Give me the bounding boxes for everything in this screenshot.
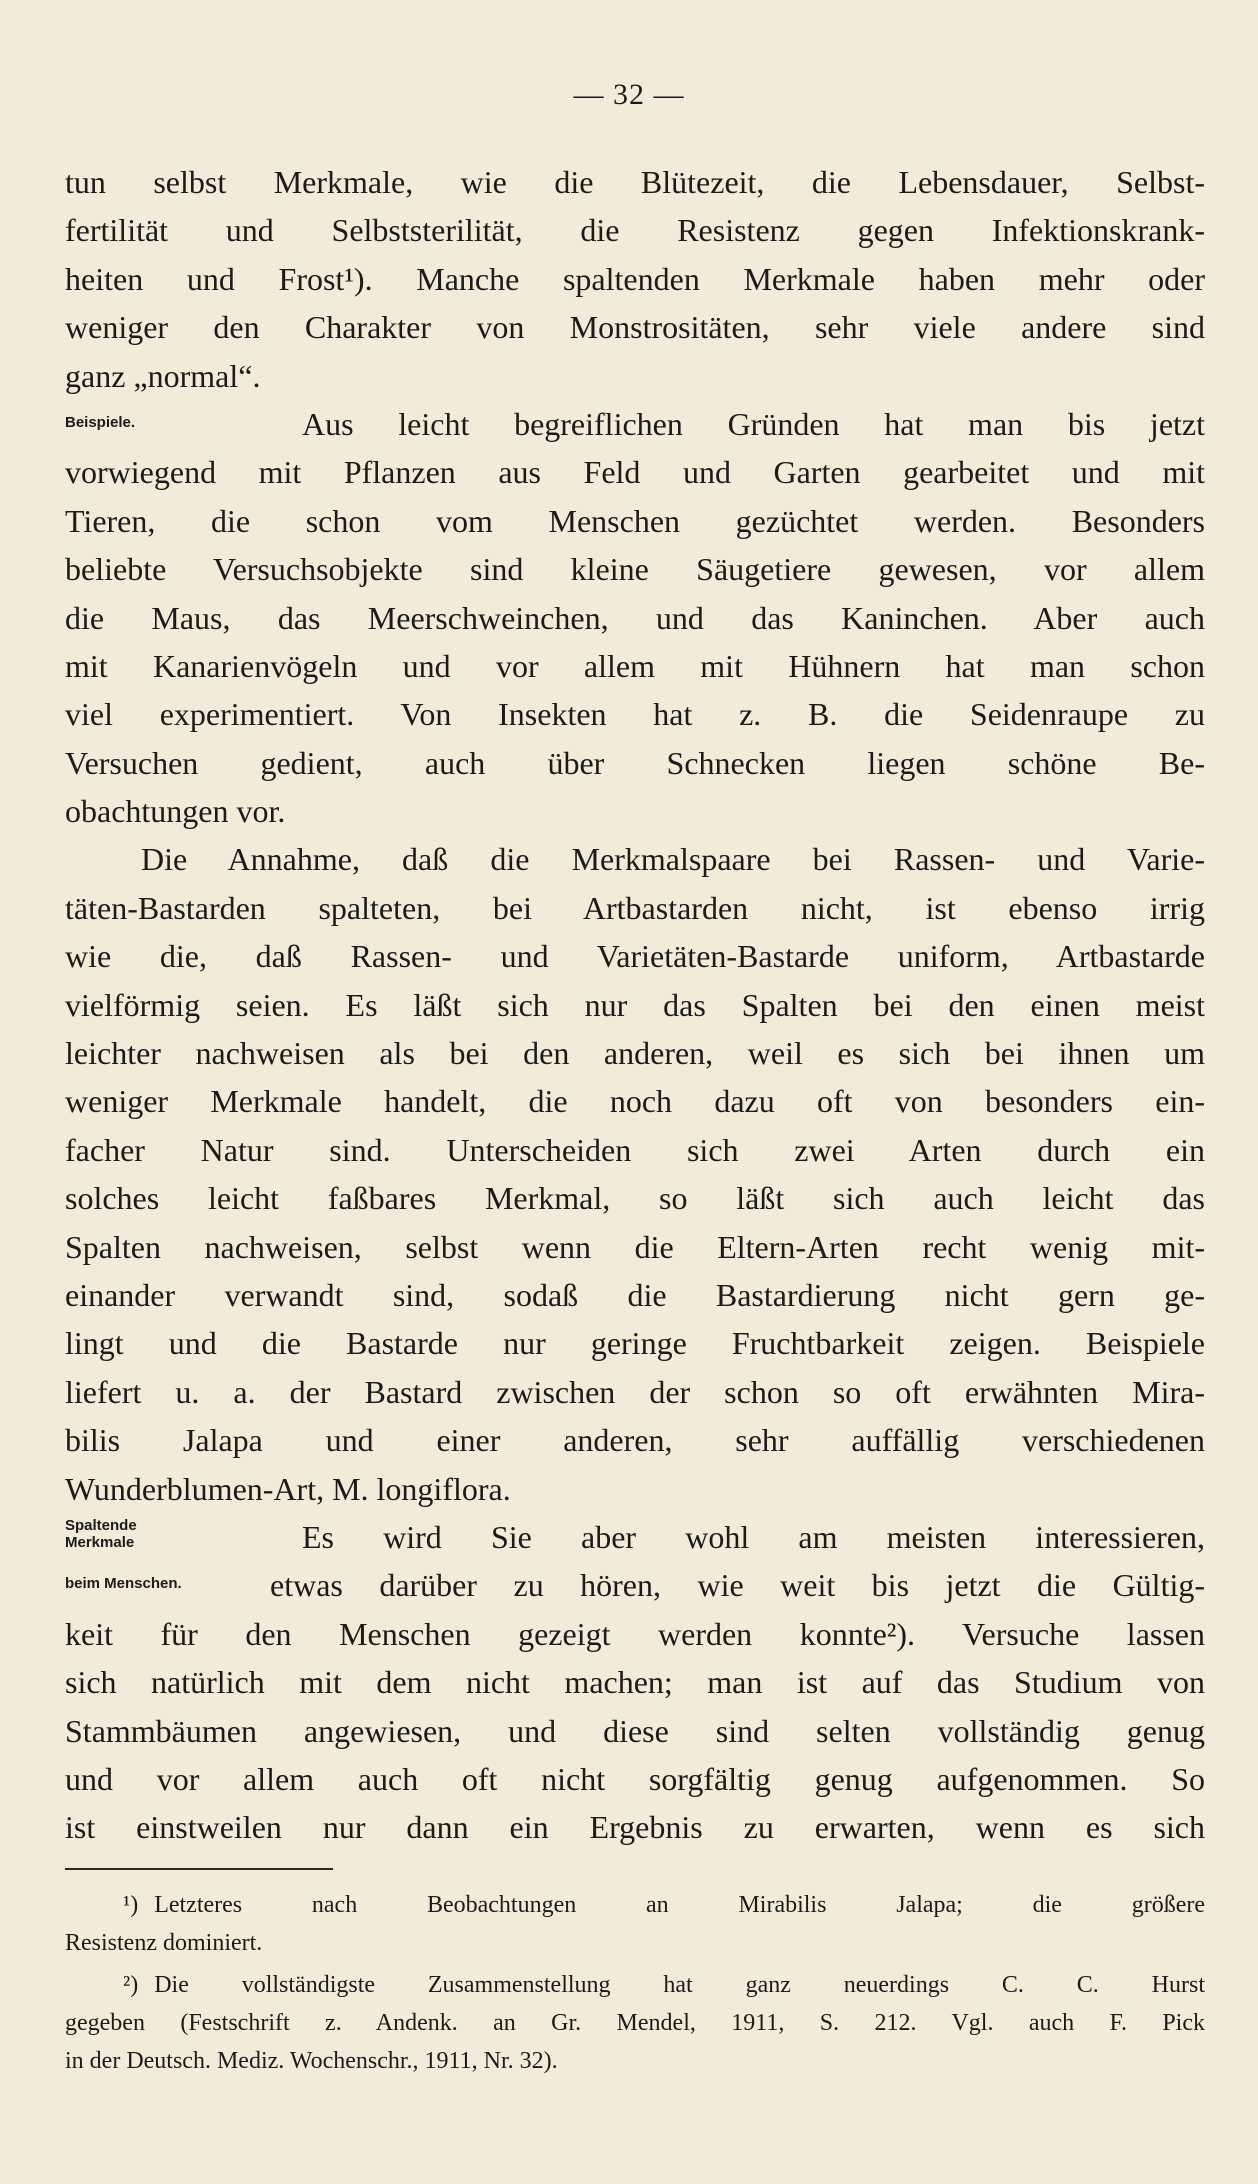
text-line: solches leicht faßbares Merkmal, so läßt sich auch leicht das	[65, 1180, 1205, 1217]
text-line: und vor allem auch oft nicht sorgfältig genug aufgenommen. So	[65, 1760, 1205, 1797]
text-line: Stammbäumen angewiesen, und diese sind selten vollständig genug	[65, 1712, 1205, 1749]
text-line: keit für den Menschen gezeigt werden konnte²). Versuche lassen	[65, 1615, 1205, 1652]
footnote-2	[65, 1966, 1205, 2080]
footnote-divider	[65, 1868, 333, 1870]
text-line: leichter nachweisen als bei den anderen, weil es sich bei ihnen um	[65, 1035, 1205, 1072]
text-line: Versuchen gedient, auch über Schnecken liegen schöne Be-	[65, 744, 1205, 781]
text-line: obachtungen vor.	[65, 793, 286, 830]
side-note-spaltende	[65, 1517, 137, 1551]
text-line: weniger den Charakter von Monstrositäten, sehr viele andere sind	[65, 309, 1205, 346]
text-line: fertilität und Selbststerilität, die Resistenz gegen Infektionskrank-	[65, 212, 1205, 249]
text-line: heiten und Frost¹). Manche spaltenden Merkmale haben mehr oder	[65, 260, 1205, 297]
text-line: beim Menschen. etwas darüber zu hören, wie weit bis jetzt die Gültig-	[65, 1567, 1205, 1604]
text-line: wie die, daß Rassen- und Varietäten-Bastarde uniform, Artbastarde	[65, 938, 1205, 975]
text-line: beliebte Versuchsobjekte sind kleine Säugetiere gewesen, vor allem	[65, 551, 1205, 588]
text-line: vielförmig seien. Es läßt sich nur das Spalten bei den einen meist	[65, 986, 1205, 1023]
footnote-text: Die vollständigste Zusammenstellung hat ganz neuerdings C. C. Hurst	[154, 1972, 1205, 1998]
text-line: sich natürlich mit dem nicht machen; man ist auf das Studium von	[65, 1664, 1205, 1701]
text-line: facher Natur sind. Unterscheiden sich zwei Arten durch ein	[65, 1131, 1205, 1168]
footnote-text: Resistenz dominiert.	[65, 1930, 263, 1956]
footnote-text: gegeben (Festschrift z. Andenk. an Gr. Mendel, 1911, S. 212. Vgl. auch F. Pick	[65, 2010, 1205, 2036]
text-line: bilis Jalapa und einer anderen, sehr auffällig verschiedenen	[65, 1422, 1205, 1459]
side-note-line: Spaltende	[65, 1516, 137, 1534]
text-line: tun selbst Merkmale, wie die Blütezeit, die Lebensdauer, Selbst-	[65, 164, 1205, 200]
footnote-text: in der Deutsch. Mediz. Wochenschr., 1911, Nr. 32).	[65, 2048, 558, 2074]
body-text	[65, 158, 1205, 1852]
text-line: ganz „normal“.	[65, 357, 261, 394]
text-line: weniger Merkmale handelt, die noch dazu oft von besonders ein-	[65, 1083, 1205, 1120]
footnote-marker: ²)	[123, 1972, 139, 1998]
text-line: lingt und die Bastarde nur geringe Fruchtbarkeit zeigen. Beispiele	[65, 1325, 1205, 1362]
text-line: Tieren, die schon vom Menschen gezüchtet werden. Besonders	[65, 502, 1205, 539]
page-number: — 32 —	[573, 78, 685, 111]
text-line: Wunderblumen-Art, M. longiflora.	[65, 1470, 511, 1507]
text-line: Beispiele. Aus leicht begreiflichen Gründen hat man bis jetzt	[65, 405, 1205, 442]
side-note-line: Merkmale	[65, 1533, 135, 1551]
text-line: viel experimentiert. Von Insekten hat z. B. die Seidenraupe zu	[65, 696, 1205, 733]
text-line: einander verwandt sind, sodaß die Bastardierung nicht gern ge-	[65, 1276, 1205, 1313]
footnote-text: Letzteres nach Beobachtungen an Mirabilis Jalapa; die größere	[154, 1892, 1205, 1918]
text-line: liefert u. a. der Bastard zwischen der schon so oft erwähnten Mira-	[65, 1373, 1205, 1410]
text-line: Die Annahme, daß die Merkmalspaare bei Rassen- und Varie-	[141, 841, 1205, 878]
text-line: täten-Bastarden spalteten, bei Artbastarden nicht, ist ebenso irrig	[65, 889, 1205, 926]
side-note-line: beim Menschen.	[65, 1575, 182, 1593]
text-line: Spaltende Merkmale Es wird Sie aber wohl am meisten interessieren,	[65, 1516, 1205, 1555]
text-line: vorwiegend mit Pflanzen aus Feld und Garten gearbeitet und mit	[65, 454, 1205, 491]
text-line: mit Kanarienvögeln und vor allem mit Hühnern hat man schon	[65, 647, 1205, 684]
side-note-beispiele: Beispiele.	[65, 413, 136, 431]
footnote-1	[65, 1886, 1205, 1962]
text-line: Spalten nachweisen, selbst wenn die Eltern-Arten recht wenig mit-	[65, 1228, 1205, 1265]
text-line: ist einstweilen nur dann ein Ergebnis zu erwarten, wenn es sich	[65, 1809, 1205, 1846]
text-line: die Maus, das Meerschweinchen, und das Kaninchen. Aber auch	[65, 599, 1205, 636]
footnote-marker: ¹)	[123, 1892, 139, 1918]
